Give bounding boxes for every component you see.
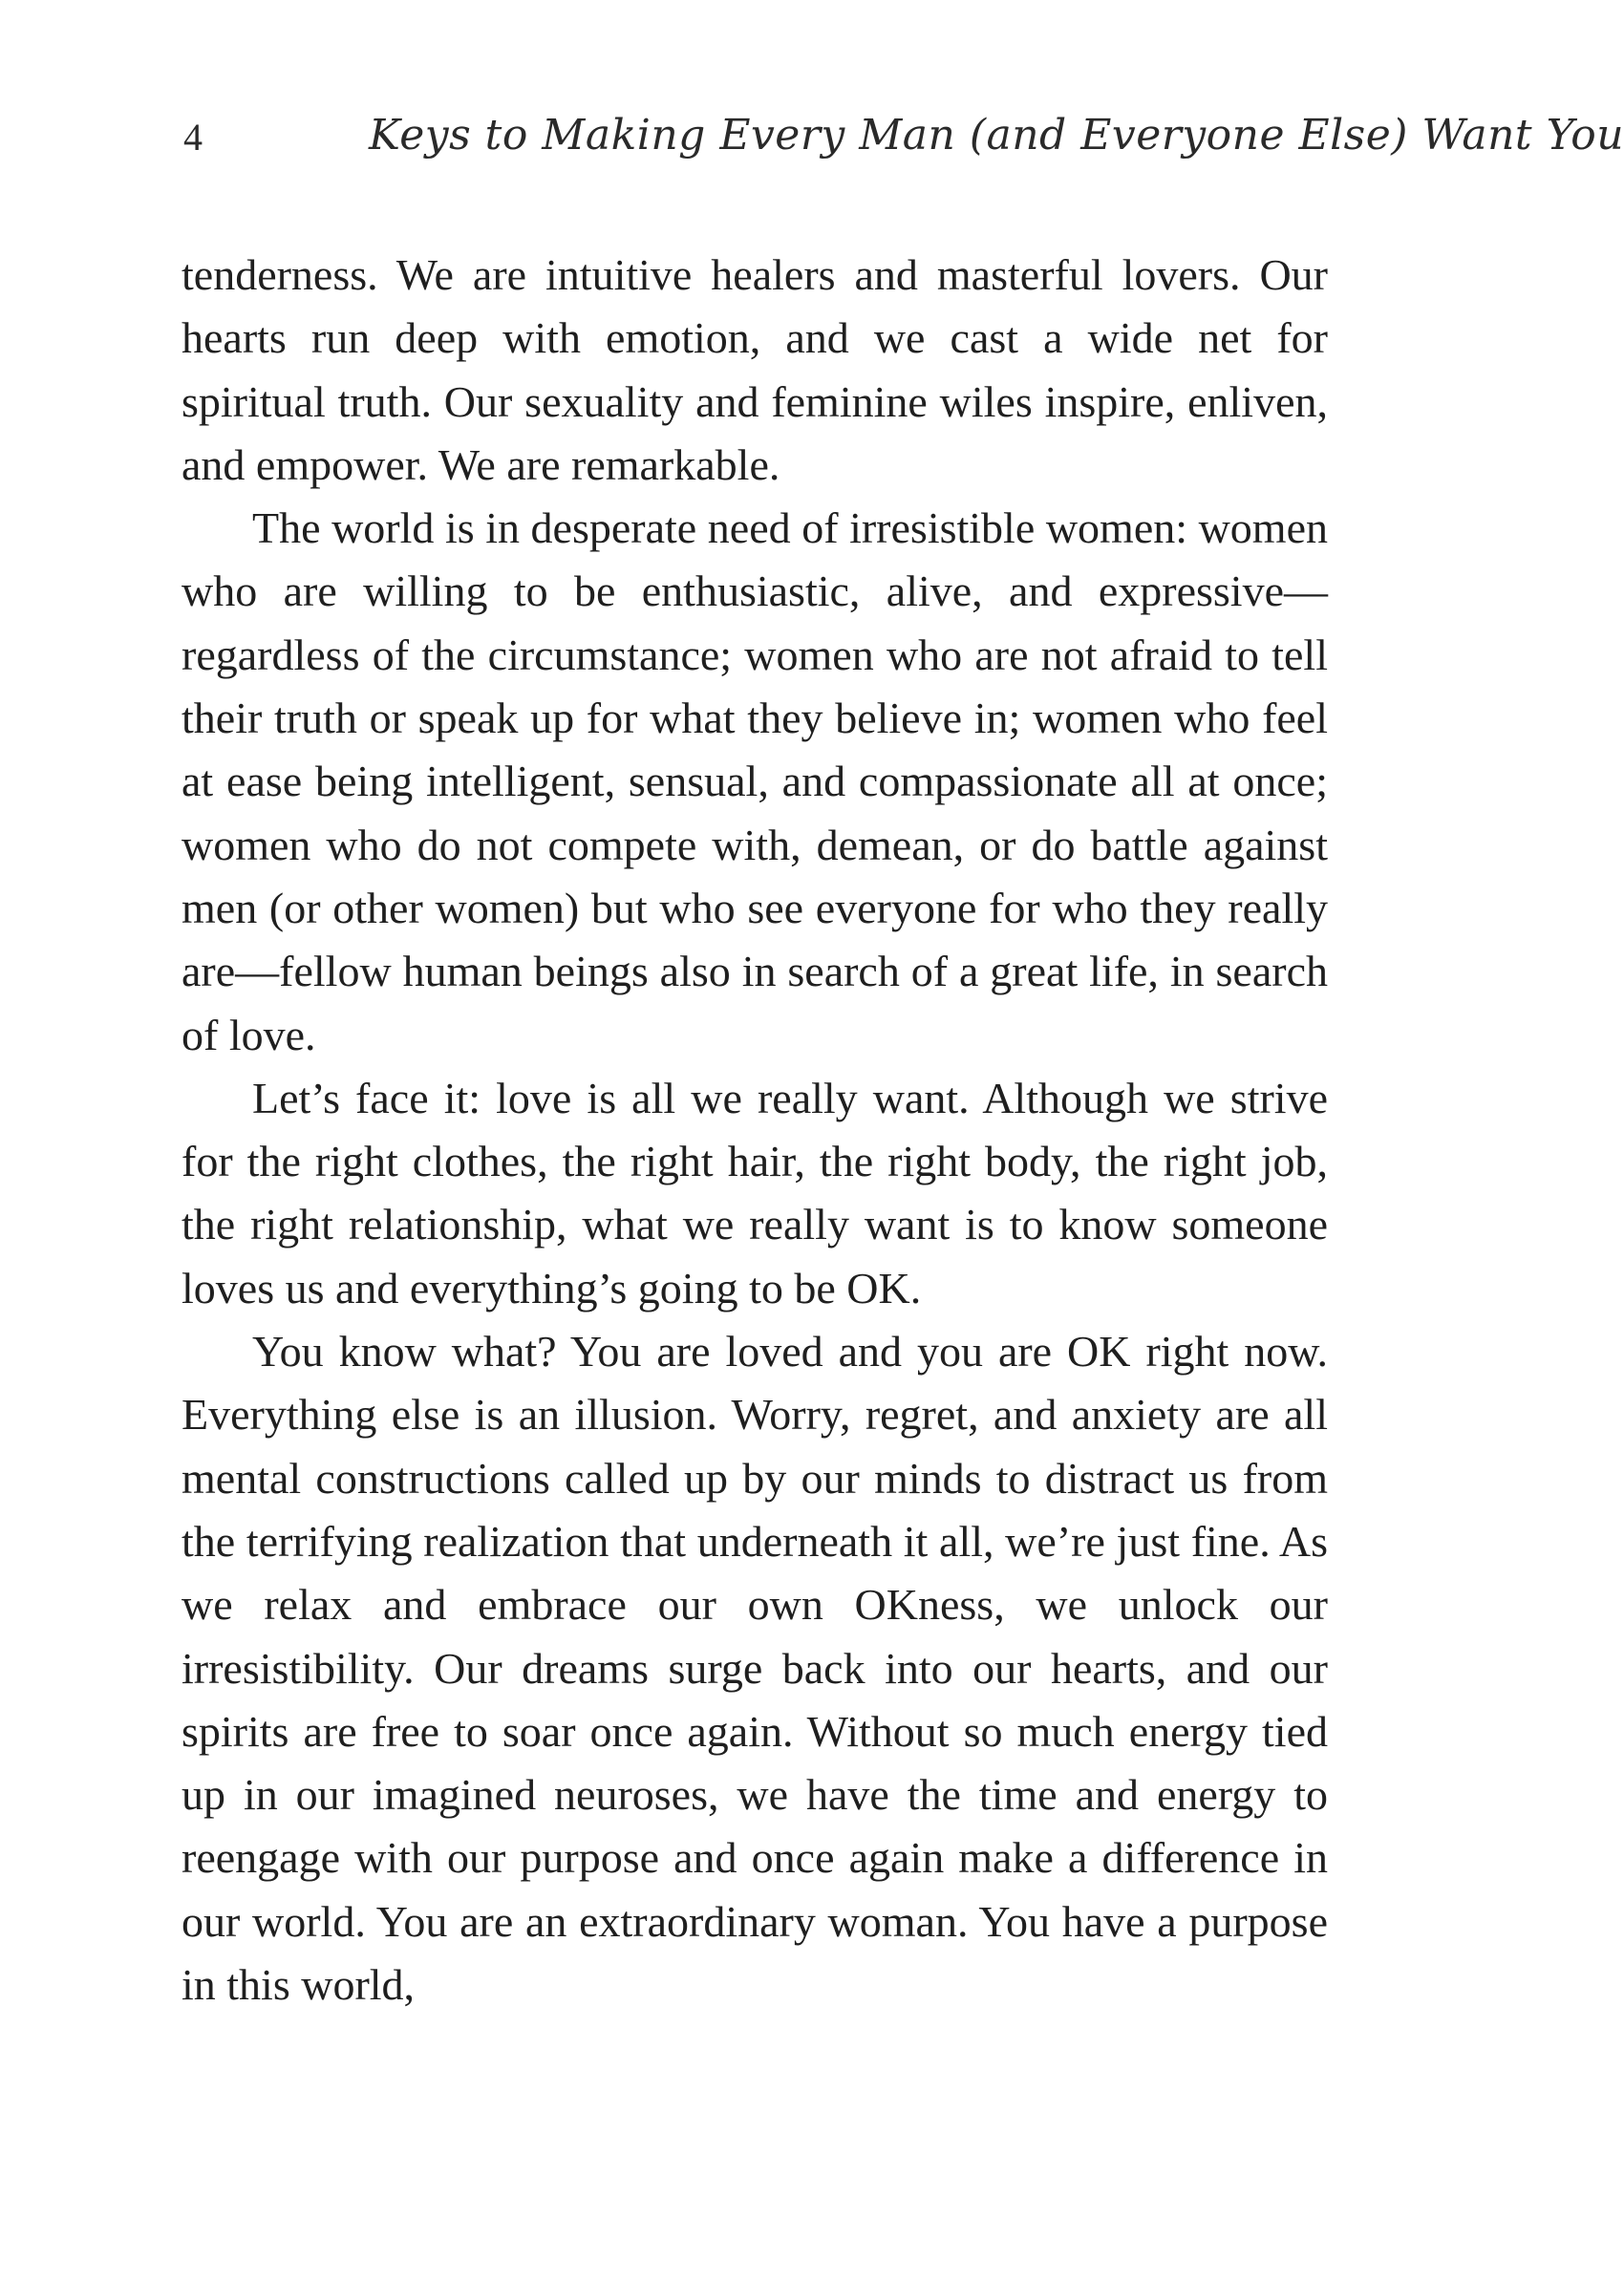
paragraph: You know what? You are loved and you are OK right now. Everything else is an illusion. Worry, regret, and anxiety are all mental constructions called up by our minds to distract us from the terrifying realization that underneath it all, we’re just fine. As we relax and embrace our own OKness, we unlock our irresistibility. Our dreams surge back into our hearts, and our spirits are free to soar once again. Without so much energy tied up in our imagined neuroses, we have the time and energy to reengage with our purpose and once again make a difference in our world. You are an extraordinary woman. You have a purpose in this world,: [182, 1327, 1328, 2010]
body-text: [182, 244, 1328, 2017]
page-number: 4: [183, 116, 203, 159]
running-head: [0, 105, 1624, 181]
paragraph: The world is in desperate need of irresistible women: women who are willing to be enthusiastic, alive, and expressive—regardless of the circumstance; women who are not afraid to tell their truth or speak up for what they believe in; women who feel at ease being intelligent, sensual, and compassionate all at once; women who do not compete with, demean, or do battle against men (or other women) but who see everyone for who they really are—fellow human beings also in search of a great life, in search of love.: [182, 503, 1328, 1059]
paragraph: tenderness. We are intuitive healers and masterful lovers. Our hearts run deep with emotion, and we cast a wide net for spiritual truth. Our sexuality and feminine wiles inspire, enliven, and empower. We are remarkable.: [182, 250, 1328, 489]
running-head-title: Keys to Making Every Man (and Everyone Else) Want You: [369, 111, 1624, 160]
paragraph: Let’s face it: love is all we really want. Although we strive for the right clothes, the right hair, the right body, the right job, the right relationship, what we really want is to know someone loves us and everything’s going to be OK.: [182, 1073, 1328, 1313]
